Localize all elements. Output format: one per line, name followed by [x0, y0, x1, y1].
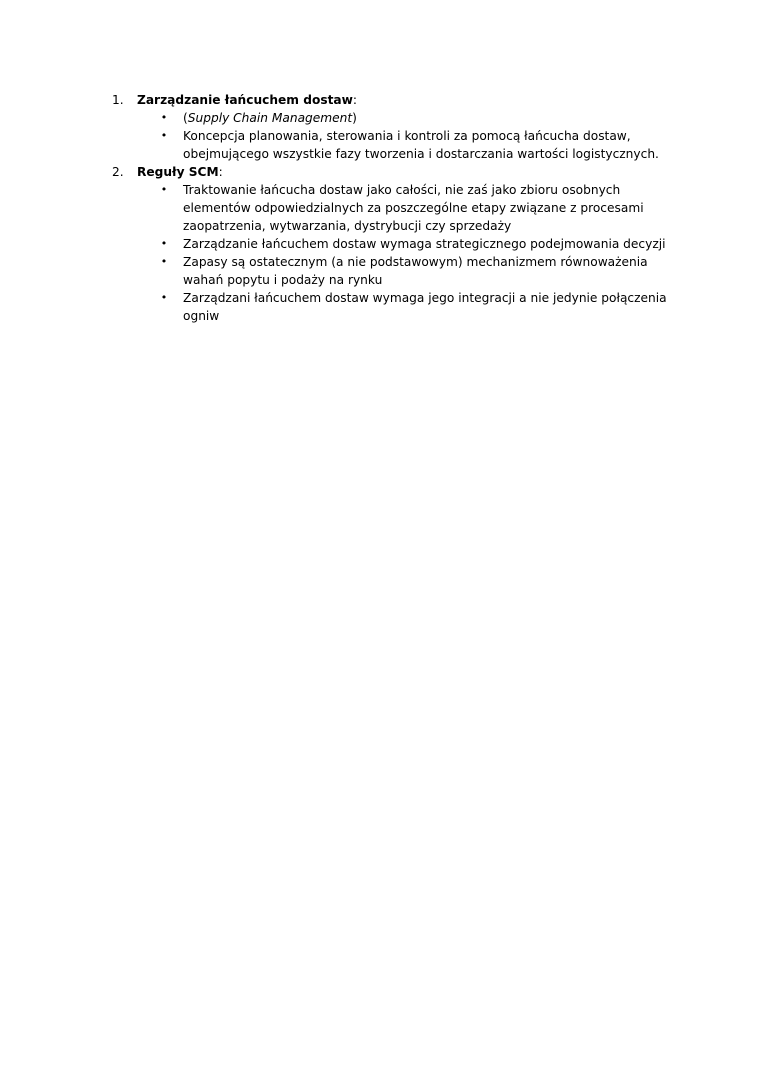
section-number: 1. — [112, 93, 124, 107]
bullet-icon: • — [160, 255, 168, 268]
section-heading-line — [137, 91, 672, 109]
list-item — [137, 181, 672, 235]
list-item — [137, 127, 672, 163]
bullet-icon: • — [160, 129, 168, 142]
section-number: 2. — [112, 165, 124, 179]
section-heading: Reguły SCM — [137, 165, 219, 179]
list-item — [137, 289, 672, 325]
heading-colon: : — [218, 165, 223, 179]
bullet-text: Koncepcja planowania, sterowania i kontroli za pomocą łańcucha dostaw, obejmującego wszystkie fazy tworzenia i dostarczania wartości logistycznych. — [183, 129, 659, 161]
bullet-list — [137, 109, 672, 163]
bullet-icon: • — [160, 237, 168, 250]
english-term: Supply Chain Management — [187, 111, 353, 125]
bullet-text: Zarządzanie łańcuchem dostaw wymaga strategicznego podejmowania decyzji — [183, 237, 666, 251]
heading-colon: : — [352, 93, 357, 107]
section-heading: Zarządzanie łańcuchem dostaw — [137, 93, 353, 107]
bullet-text: Traktowanie łańcucha dostaw jako całości, nie zaś jako zbioru osobnych elementów odpowiedzialnych za poszczególne etapy związane z procesami zaopatrzenia, wytwarzania, dystrybucji czy sprzedaży — [183, 183, 644, 233]
bullet-icon: • — [160, 291, 168, 304]
list-item — [137, 253, 672, 289]
bullet-icon: • — [160, 183, 168, 196]
bullet-text: Zapasy są ostatecznym (a nie podstawowym) mechanizmem równoważenia wahań popytu i podaży na rynku — [183, 255, 648, 287]
section-1 — [112, 91, 672, 163]
closing-parenthesis: ) — [352, 111, 357, 125]
bullet-list — [137, 181, 672, 325]
section-2 — [112, 163, 672, 325]
bullet-text: Zarządzani łańcuchem dostaw wymaga jego integracji a nie jedynie połączenia ogniw — [183, 291, 667, 323]
bullet-icon: • — [160, 111, 168, 124]
list-item — [137, 235, 672, 253]
opening-parenthesis: ( — [183, 111, 188, 125]
section-heading-line — [137, 163, 672, 181]
numbered-outline — [112, 91, 672, 325]
list-item — [137, 109, 672, 127]
